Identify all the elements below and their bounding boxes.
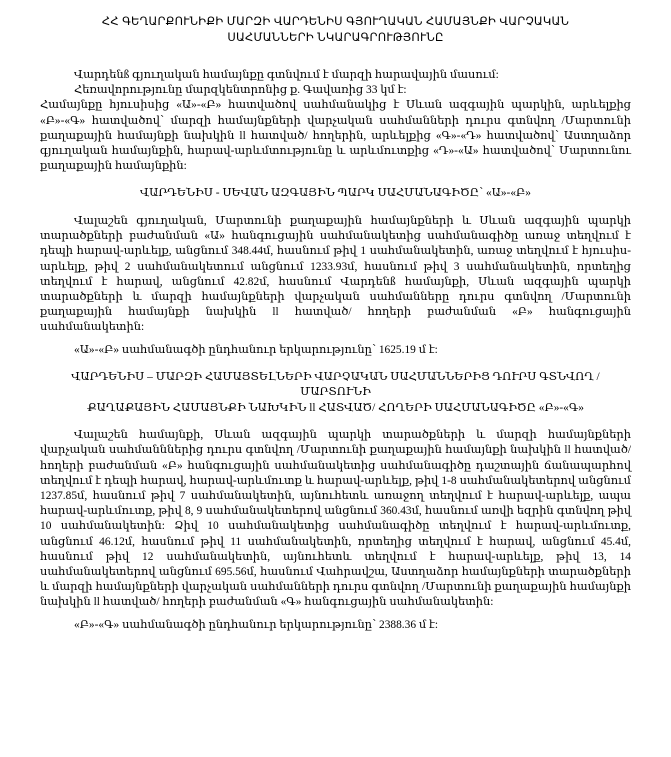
intro-paragraph-1: Վարդենß գյուղական համայնքը գտնվում է մարզի հարավային մասում: (74, 69, 499, 81)
spacer (40, 416, 631, 428)
document-title (40, 14, 631, 46)
spacer (40, 611, 631, 618)
spacer (40, 46, 631, 68)
section-1-paragraph-1: Վալաշեն գյուղական, Մարտունի քաղաքային համայնքների և Սևան ազգային պարկի տարածքների բաժանման «Ա» հանգուցային սահմանակետից սահմանագիծը առաջ տեղվում է դեպի հարավ-արևելք, անցնում 348.44մ, հասնում թիվ 1 սահմանակետին, առաջ տեղվում է հյուսիս-արևելք, թիվ 2 սահմանակետում անցնում 1233.93մ, հասնում թիվ 3 սահմանակետին, որտեղից տեղվում է հարավ, անցնում 42.82մ, հասնում Վարդենß համայնքի, Սևան ազգային պարկի տարածքների և մարզի համայնքների վարչական սահմանները դուրս գտնվող /Մարտունի քաղաքային համայնքի նախկին ll հատված/ հողերի բաժանման «Բ» հանգուցային սահմանակետին: (40, 214, 631, 334)
section-1-heading: ՎԱՐԴԵՆԻՍ - ՍԵՎԱՆ ԱԶԳԱՅԻՆ ՊԱՐԿ ՍԱՀՄԱՆԱԳԻԾԸ՝ «Ա»-«Բ» (140, 187, 531, 200)
document-title-line-2: ՍԱՀՄԱՆՆԵՐԻ ՆԿԱՐԱԳՐՈՒԹՅՈՒՆԸ (227, 32, 444, 44)
intro-paragraph-2: Հեռավորությունը մարզկենտրոնից ք. Գավառից 33 կմ է: (74, 84, 407, 97)
intro-paragraph-3: Համայնքը հյուսիսից «Ա»-«Բ» հատվածով սահմանակից է Սևան ազգային պարկին, արևելքից «Բ»-«Գ» հատվածով՝ մարզի համայնքների վարչական սահմանների դուրս գտնվող /Մարտունի քաղաքային համայնքի նախկին ll հատված/ հողերին, արևելքից «Գ»-«Դ» հատվածով՝ Աստղաձոր գյուղական համայնքին, հարավ-արևմտությունը և արևմուտքից «Դ»-«Ա» հատվածով՝ Մարտունու քաղաքային համայնքին: (40, 99, 631, 173)
spacer (40, 174, 631, 186)
section-1-total-length: «Ա»-«Բ» սահմանագծի ընդհանուր երկարությունը՝ 1625.19 մ է: (74, 343, 438, 356)
spacer (40, 358, 631, 370)
section-2-heading-line-1: ՎԱՐԴԵՆԻՍ – ՄԱՐԶԻ ՀԱՄԱՅՏԵԼՆԵՐԻ ՎԱՐՉԱԿԱՆ ՍԱՀՄԱՆՆԵՐԻՑ ԴՈՒՐՍ ԳՏՆՎՈՂ /ՄԱՐՏՈՒՆԻ (71, 370, 600, 399)
document-title-line-1: ՀՀ ԳԵՂԱՐՔՈՒՆԻՔԻ ՄԱՐԶԻ ՎԱՐԴԵՆԻՍ ԳՅՈՒՂԱԿԱՆ ՀԱՄԱՅՆՔԻ ՎԱՐՉԱԿԱՆ (101, 16, 570, 28)
spacer (40, 202, 631, 214)
section-2-heading-line-2: ՔԱՂԱՔԱՅԻՆ ՀԱՄԱՅՆՔԻ ՆԱԽԿԻՆ ll ՀԱՏՎԱԾ/ ՀՈՂԵՐԻ ՍԱՀՄԱՆԱԳԻԾԸ «Բ»-«Գ» (87, 401, 584, 414)
section-2-paragraph-1: Վալաշեն համայնքի, Սևան ազգային պարկի տարածքների և մարզի համայնքների վարչական սահմանններից դուրս գտնվող /Մարտունի քաղաքային համայնքի նախկին ll հատված/ հողերի բաժանման «Բ» հանգուցային սահմանակետից սահմանագիծը դաշտային ճանապարհով տեղվում է դեպի հարավ, հարավ-արևմուտք և հարավ-արևելք, թիվ 1-8 սահմանակետերով անցնում 1237.85մ, հասնում թիվ 7 սահմանակետին, այնուհետև առաջող տեղվում է հարավ-արևելք, ապա հարավ-արևմուտք, թիվ 8, 9 սահմանակետերով անցնում 360.43մ, հասնում առվի եզրին գտնվող թիվ 10 սահմանակետին: Ձիվ 10 սահմանակետից սահմանագիծը տեղվում է հարավ-արևմուտք, անցնում 46.12մ, հասնում թիվ 11 սահմանակետին, որտեղից տեղվում է հարավ, անցնում 45.4մ, հասնում թիվ 12 սահմանակետին, այնուհետև տեղվում է հարավ-արևելք, թիվ 13, 14 սահմանակետերով անցնում 695.56մ, հասնում Վահրավշա, Աստղաձոր համայնքների տարածքների և մարզի համայնքների վարչական սահմանների դուրս գտնվող /Մարտունի քաղաքային համայնքի նախկին ll հատված/ հողերի բաժանման «Գ» հանգուցային սահմանակետին: (40, 429, 631, 609)
section-2-heading (40, 370, 631, 417)
section-2-total-length: «Բ»-«Գ» սահմանագծի ընդհանուր երկարությունը՝ 2388.36 մ է: (74, 618, 439, 631)
spacer (40, 336, 631, 343)
